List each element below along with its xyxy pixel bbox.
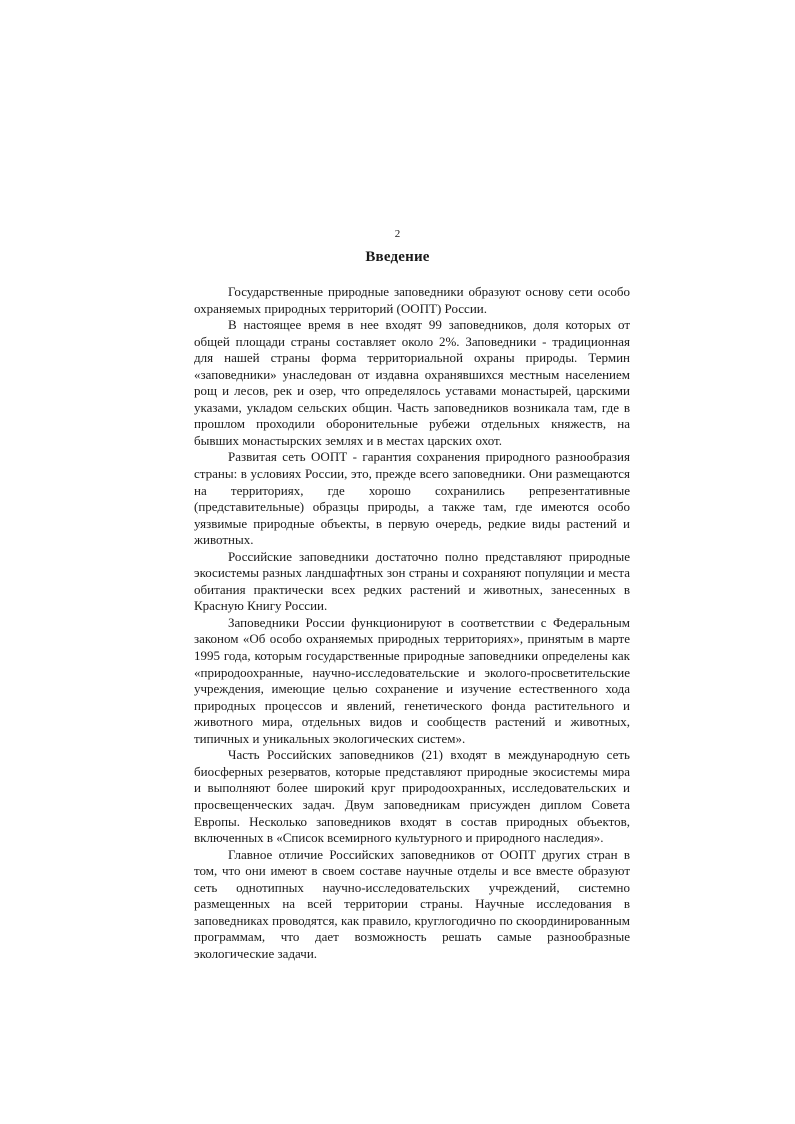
paragraph: Государственные природные заповедники образуют основу сети особо охраняемых природных территорий (ООПТ) России. <box>194 284 630 316</box>
paragraph: Развитая сеть ООПТ - гарантия сохранения природного разнообразия страны: в условиях России, это, прежде всего заповедники. Они размещаются на территориях, где хорошо сохранились репрезентативные (представительные) образцы природы, а также там, где имеются особо уязвимые природные объекты, в первую очередь, редкие виды растений и животных. <box>194 449 630 548</box>
page-title: Введение <box>365 249 430 265</box>
body-text <box>194 284 630 962</box>
paragraph: В настоящее время в нее входят 99 заповедников, доля которых от общей площади страны составляет около 2%. Заповедники - традиционная для нашей страны форма территориальной охраны природы. Термин «заповедники» унаследован от издавна охранявшихся местным населением рощ и лесов, рек и озер, что определялось уставами монастырей, царскими указами, укладом сельских общин. Часть заповедников возникала там, где в прошлом проходили оборонительные рубежи отдельных княжеств, на бывших монастырских землях и в местах царских охот. <box>194 317 630 448</box>
paragraph: Заповедники России функционируют в соответствии с Федеральным законом «Об особо охраняемых природных территориях», принятым в марте 1995 года, которым государственные природные заповедники определены как «природоохранные, научно-исследовательские и эколого-просветительские учреждения, имеющие целью сохранение и изучение естественного хода природных процессов и явлений, генетического фонда растительного и животного мира, отдельных видов и сообществ растений и животных, типичных и уникальных экологических систем». <box>194 614 630 746</box>
paragraph: Главное отличие Российских заповедников от ООПТ других стран в том, что они имеют в своем составе научные отделы и все вместе образуют сеть однотипных научно-исследовательских учреждений, системно размещенных на всей территории страны. Научные исследования в заповедниках проводятся, как правило, круглогодично по скоординированным программам, что дает возможность решать самые разнообразные экологические задачи. <box>194 846 630 961</box>
paragraph: Часть Российских заповедников (21) входят в международную сеть биосферных резерватов, которые представляют природные экосистемы мира и выполняют более широкий круг природоохранных, исследовательских и просвещенческих задач. Двум заповедникам присужден диплом Совета Европы. Несколько заповедников входят в состав природных объектов, включенных в «Список всемирного культурного и природного наследия». <box>194 747 630 846</box>
paragraph: Российские заповедники достаточно полно представляют природные экосистемы разных ландшафтных зон страны и сохраняют популяции и места обитания практически всех редких растений и животных, занесенных в Красную Книгу России. <box>194 548 630 614</box>
page-number: 2 <box>394 228 401 240</box>
